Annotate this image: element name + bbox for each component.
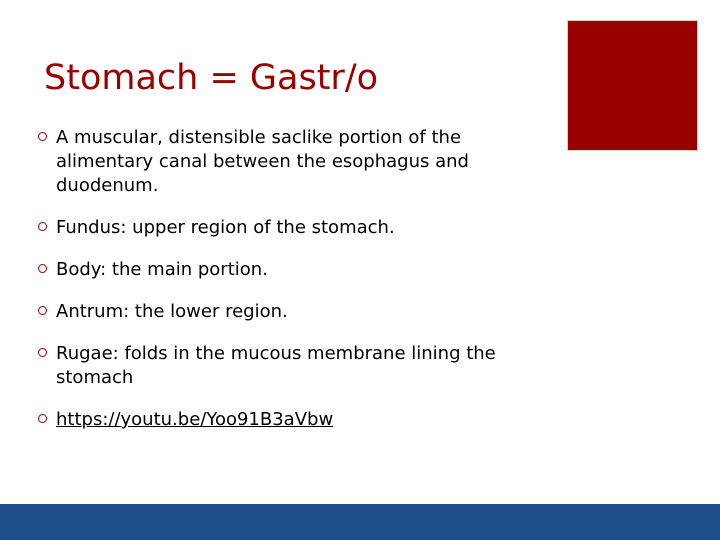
bullet-item-video-link [32,408,532,432]
bullet-text: Rugae: folds in the mucous membrane lining the stomach [56,343,496,388]
bullet-item-rugae [32,342,532,390]
hollow-circle-bullet-icon [38,222,47,231]
bullet-item-definition [32,126,532,198]
bullet-text: A muscular, distensible saclike portion of the alimentary canal between the esophagus and duodenum. [56,127,469,196]
video-link[interactable]: https://youtu.be/Yoo91B3aVbw [56,409,334,430]
hollow-circle-bullet-icon [38,306,47,315]
hollow-circle-bullet-icon [38,348,47,357]
accent-square [567,20,698,151]
bullet-item-antrum [32,300,532,324]
bullet-item-fundus [32,216,532,240]
hollow-circle-bullet-icon [38,414,47,423]
bullet-list [32,126,532,450]
bullet-text: Fundus: upper region of the stomach. [56,217,395,238]
hollow-circle-bullet-icon [38,132,47,141]
bullet-text: Antrum: the lower region. [56,301,288,322]
hollow-circle-bullet-icon [38,264,47,273]
bullet-text: Body: the main portion. [56,259,268,280]
bullet-item-body [32,258,532,282]
footer-bar [0,504,720,540]
slide-title: Stomach = Gastr/o [44,58,379,98]
